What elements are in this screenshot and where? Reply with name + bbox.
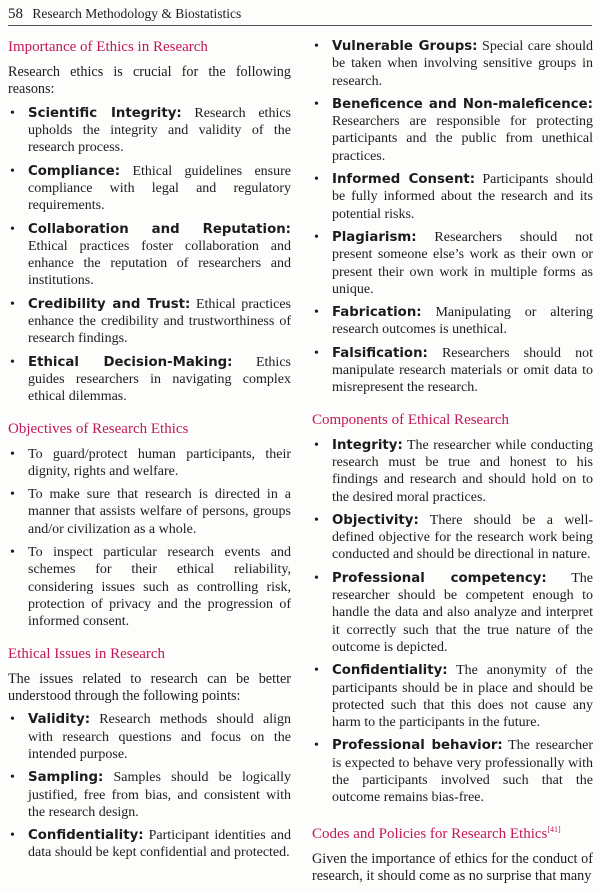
list-item: • Professional competency: The researcher should be competent enough to handle the data and also analyze and interpret it correctly such that the true nature of the outcome is depicted. [314, 570, 593, 655]
list-item: • To make sure that research is directed in a manner that assists welfare of persons, groups and/or civilization as a whole. [10, 487, 291, 537]
importance-list [8, 105, 291, 406]
left-column [8, 38, 291, 876]
book-title: Research Methodology & Biostatistics [32, 6, 242, 21]
list-item: • Professional behavior: The researcher is expected to behave very professionally with the participants involved such that the outcome remains bias-free. [314, 738, 593, 806]
heading-codes-policies: Codes and Policies for Research Ethics[41] [312, 824, 561, 842]
codes-intro: Given the importance of ethics for the conduct of research, it should come as no surprise that many [312, 850, 593, 884]
list-item: • Falsification: Researchers should not manipulate research materials or omit data to misrepresent the research. [314, 345, 593, 396]
heading-objectives: Objectives of Research Ethics [8, 420, 189, 437]
list-item: • Fabrication: Manipulating or altering research outcomes is unethical. [314, 305, 593, 338]
list-item: • Scientific Integrity: Research ethics upholds the integrity and validity of the research process. [10, 105, 292, 156]
list-item: • Beneficence and Non-maleficence: Researchers are responsible for protecting participants and the public from unethical practices. [314, 96, 593, 164]
heading-ethical-issues: Ethical Issues in Research [8, 645, 166, 662]
list-item: • Collaboration and Reputation: Ethical practices foster collaboration and enhance the reputation of researchers and institutions. [10, 221, 291, 289]
heading-importance: Importance of Ethics in Research [8, 39, 208, 55]
list-item: • Objectivity: There should be a well-defined objective for the research work being conducted and should be directional in nature. [314, 512, 593, 563]
right-column [312, 38, 593, 891]
list-item: • Informed Consent: Participants should be fully informed about the research and its potential risks. [314, 172, 593, 222]
citation-ref: [41] [547, 824, 561, 834]
list-item: • Integrity: The researcher while conducting research must be true and honest to his findings and research and should hold on to the desired moral practices. [314, 437, 593, 505]
list-item: • Ethical Decision-Making: Ethics guides researchers in navigating complex ethical dilemmas. [10, 354, 291, 405]
heading-components: Components of Ethical Research [312, 411, 510, 428]
running-header [8, 6, 592, 26]
list-item: • Confidentiality: The anonymity of the participants should be in place and should be protected such that this does not cause any harm to the participants in the future. [314, 663, 593, 731]
list-item: • Sampling: Samples should be logically justified, free from bias, and consistent with the research design. [10, 770, 291, 820]
list-item: • Confidentiality: Participant identities and data should be kept confidential and protected. [10, 828, 291, 861]
importance-intro: Research ethics is crucial for the following reasons: [8, 64, 291, 98]
list-item: • Compliance: Ethical guidelines ensure compliance with legal and regulatory requirements. [10, 163, 291, 214]
issues-list-continued [312, 38, 593, 397]
list-item: • Plagiarism: Researchers should not present someone else’s work as their own or present their own work in multiple forms as unique. [314, 229, 593, 297]
components-list [312, 437, 593, 807]
list-item: • To inspect particular research events and schemes for their ethical reliability, considering issues such as controlling risk, protection of privacy and the progression of informed consent. [10, 545, 291, 630]
objectives-list [8, 446, 291, 631]
issues-intro: The issues related to research can be better understood through the following points: [8, 670, 291, 704]
list-item: • Vulnerable Groups: Special care should be taken when involving sensitive groups in research. [314, 39, 593, 89]
issues-list [8, 711, 291, 861]
list-item: • Validity: Research methods should align with research questions and focus on the intended purpose. [10, 712, 291, 762]
list-item: • To guard/protect human participants, their dignity, rights and welfare. [10, 446, 291, 479]
list-item: • Credibility and Trust: Ethical practices enhance the credibility and trustworthiness of research findings. [10, 296, 291, 347]
page-number: 58 [8, 6, 23, 22]
